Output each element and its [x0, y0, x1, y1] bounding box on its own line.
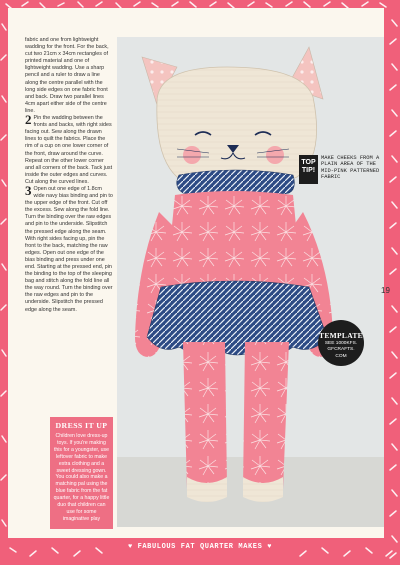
instructions-intro: fabric and one from lightweight wadding for the front. For the back, cut two 21cm x 34cm rectangles of printed material and one of lightweight wadding. Use a sharp pencil and a ruler to draw a line along the centre parallel with the long side edges on one fabric front and back. Draw two parallel lines 4cm apart either side of the centre line.	[25, 37, 109, 114]
template-badge-line1: SEE 1000KFS.	[324, 341, 358, 346]
step-2-text: Pin the wadding between the fronts and backs, with right sides facing out. Sew along the drawn lines to quilt the fabrics. Place the rim of a cup on one lower corner of the front, draw around the curve. Repeat on the other lower corner and all corners of the back. Tack just inside the outer edges and curves. Cut along the curved lines.	[25, 115, 113, 185]
top-tip-badge-line1: TOP	[301, 159, 316, 166]
step-number-2: 2	[25, 112, 32, 128]
instructions-step-2	[25, 112, 113, 186]
top-tip-badge-line2: TIP!	[301, 167, 316, 174]
template-badge-line3: COM	[335, 353, 347, 359]
step-number-3: 3	[25, 182, 32, 198]
cat-doll-illustration	[117, 37, 384, 527]
footer-text: FABULOUS FAT QUARTER MAKES	[137, 543, 263, 551]
top-tip-badge	[299, 155, 318, 184]
cat-doll-photo	[117, 37, 384, 527]
heart-icon: ♥	[267, 543, 273, 551]
instructions-column	[25, 37, 113, 314]
heart-icon: ♥	[127, 543, 133, 551]
step-3-text: Open out one edge of 1.8cm wide navy bias binding and pin to the upper edge of the front. Cut off the excess. Sew along the fold line. Turn the binding over the raw edges and pin to the underside. Slipstitch the pressed edge along the seam. With right sides facing up, pin the front to the back, matching the raw edges. Open out one edge of the bias binding and press under one end. Starting at the pressed end, pin the binding to the top of the sleeping bag and stitch along the fold line all the way round. Turn the binding over the raw edges and pin to the underside. Slipstitch the pressed edge along the seam.	[25, 185, 113, 313]
page-number: 19	[381, 286, 390, 295]
instructions-step-3	[25, 182, 113, 314]
dress-it-up-text: Children love dress-up toys. If you're making this for a youngster, use leftover fabric to make extra clothing and a sweet dressing gown. You could also make a matching pal using the blue fabric from the fat quarter, for a happy little duo that children can use for some imaginative play	[53, 433, 110, 522]
dress-it-up-box	[50, 417, 113, 529]
template-badge-line2: GFCRAFTS.	[327, 347, 355, 353]
template-badge-title: TEMPLATE	[319, 331, 363, 340]
footer	[0, 543, 400, 551]
top-tip-text: MAKE CHEEKS FROM A PLAIN AREA OF THE MID-PINK PATTERNED FABRIC	[321, 155, 380, 181]
dress-it-up-title: DRESS IT UP	[55, 421, 108, 430]
template-badge	[318, 320, 364, 366]
